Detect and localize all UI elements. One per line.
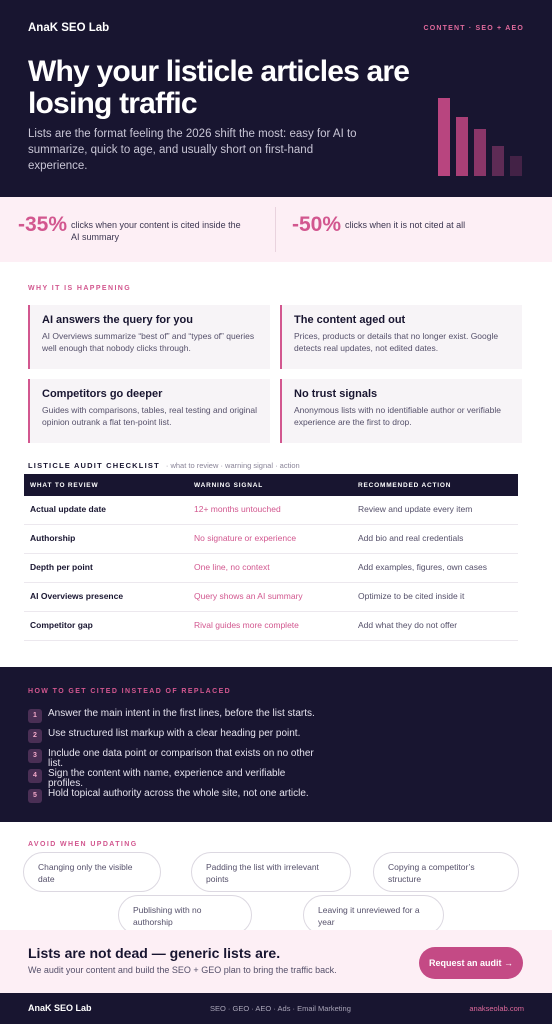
card-desc: AI Overviews summarize “best of” and “types of” queries well enough that nobody clicks through. <box>42 331 255 353</box>
footer <box>0 993 552 1024</box>
reason-card <box>280 379 522 443</box>
decor-bar <box>510 156 522 176</box>
table-row <box>24 525 518 554</box>
table-row <box>24 612 518 641</box>
column-header: WARNING SIGNAL <box>194 482 263 489</box>
table-row <box>24 496 518 525</box>
cell-action: Add what they do not offer <box>358 620 458 630</box>
section-label-why: WHY IT IS HAPPENING <box>28 285 132 292</box>
column-header: RECOMMENDED ACTION <box>358 482 452 489</box>
cta-band <box>0 930 552 993</box>
step-text: Hold topical authority across the whole site, not one article. <box>48 788 309 799</box>
card-desc: Guides with comparisons, tables, real testing and original opinion outrank a flat ten-point list. <box>42 405 257 427</box>
stat-not-cited <box>292 213 470 237</box>
card-desc: Anonymous lists with no identifiable author or verifiable experience are the first to drop. <box>294 405 501 427</box>
stat-value: -35% <box>18 213 68 236</box>
declining-bars-graphic <box>438 96 528 176</box>
reason-card <box>28 379 270 443</box>
decor-bar <box>492 146 504 176</box>
cell-review: AI Overviews presence <box>30 591 124 601</box>
footer-url-link[interactable]: anakseolab.com <box>469 1004 524 1013</box>
brand-logo[interactable]: AnaK SEO Lab <box>28 22 110 34</box>
decor-bar <box>456 117 468 176</box>
checklist-hint: · what to review · warning signal · action <box>165 461 300 470</box>
cell-review: Depth per point <box>30 562 93 572</box>
card-title: The content aged out <box>294 314 406 326</box>
hero-section <box>0 0 552 197</box>
reason-card <box>28 305 270 369</box>
card-desc: Prices, products or details that no longer exist. Google detects real updates, not edited dates. <box>294 331 499 353</box>
cell-action: Add bio and real credentials <box>358 533 464 543</box>
step-number: 5 <box>28 789 42 803</box>
tagline: CONTENT · SEO + AEO <box>423 25 524 32</box>
section-label-avoid: AVOID WHEN UPDATING <box>28 841 138 848</box>
cell-review: Actual update date <box>30 504 107 514</box>
avoid-pill: Padding the list with irrelevant points <box>191 852 351 892</box>
cta-title: Lists are not dead — generic lists are. <box>28 945 281 961</box>
page-subtitle: Lists are the format feeling the 2026 shift the most: easy for AI to summarize, quick to age, and usually short on first-hand experience. <box>28 128 357 172</box>
cell-action: Optimize to be cited inside it <box>358 591 465 601</box>
stat-text: clicks when it is not cited at all <box>345 220 466 230</box>
footer-brand[interactable]: AnaK SEO Lab <box>28 1003 92 1013</box>
cell-warning: Query shows an AI summary <box>194 591 303 601</box>
footer-services: SEO · GEO · AEO · Ads · Email Marketing <box>210 1004 351 1013</box>
checklist-title <box>28 461 300 470</box>
step-number: 3 <box>28 749 42 763</box>
decor-bar <box>438 98 450 176</box>
page-title: Why your listicle articles are losing traffic <box>28 55 410 120</box>
step-number: 2 <box>28 729 42 743</box>
section-label-cited: HOW TO GET CITED INSTEAD OF REPLACED <box>28 688 232 695</box>
divider <box>275 207 276 252</box>
avoid-pill: Leaving it unreviewed for a year <box>303 895 444 935</box>
stats-band <box>0 197 552 262</box>
step-text: Use structured list markup with a clear heading per point. <box>48 728 301 739</box>
cell-warning: 12+ months untouched <box>194 504 281 514</box>
step-number: 4 <box>28 769 42 783</box>
avoid-pill: Changing only the visible date <box>23 852 161 892</box>
cta-subtitle: We audit your content and build the SEO + GEO plan to bring the traffic back. <box>28 965 337 975</box>
stat-value: -50% <box>292 213 342 236</box>
table-row <box>24 583 518 612</box>
step-text: Sign the content with name, experience and verifiable profiles. <box>48 768 286 789</box>
cell-review: Authorship <box>30 533 76 543</box>
card-title: No trust signals <box>294 388 378 400</box>
column-header: WHAT TO REVIEW <box>30 482 99 489</box>
stat-text: clicks when your content is cited inside the AI summary <box>71 220 241 242</box>
cell-action: Review and update every item <box>358 504 473 514</box>
decor-bar <box>474 129 486 176</box>
request-audit-button[interactable]: Request an audit → <box>419 947 523 979</box>
stat-cited <box>18 213 251 243</box>
card-title: AI answers the query for you <box>42 314 193 326</box>
table-row <box>24 554 518 583</box>
step-text: Include one data point or comparison that exists on no other list. <box>48 748 314 769</box>
reason-card <box>280 305 522 369</box>
cell-review: Competitor gap <box>30 620 93 630</box>
cell-warning: One line, no context <box>194 562 270 572</box>
avoid-pill: Copying a competitor’s structure <box>373 852 519 892</box>
table-header <box>24 474 518 496</box>
card-title: Competitors go deeper <box>42 388 163 400</box>
step-number: 1 <box>28 709 42 723</box>
cell-warning: No signature or experience <box>194 533 297 543</box>
step-text: Answer the main intent in the first lines, before the list starts. <box>48 708 315 719</box>
checklist-heading: LISTICLE AUDIT CHECKLIST <box>28 461 160 470</box>
cell-action: Add examples, figures, own cases <box>358 562 487 572</box>
cell-warning: Rival guides more complete <box>194 620 299 630</box>
avoid-pill: Publishing with no authorship <box>118 895 252 935</box>
